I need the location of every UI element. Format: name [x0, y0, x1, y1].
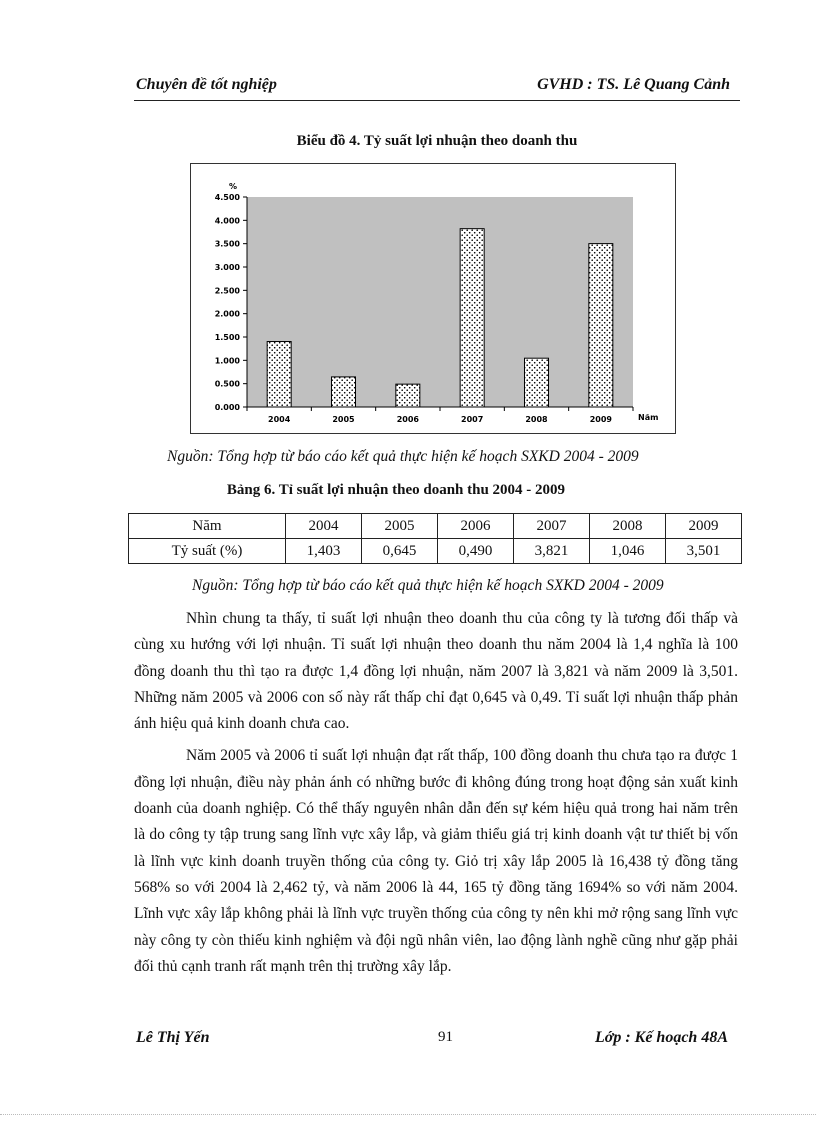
bar-2006 [396, 384, 420, 407]
chart-title: Biểu đồ 4. Tỷ suất lợi nhuận theo doanh thu [296, 133, 578, 149]
y-tick-label: 2.000 [214, 309, 240, 319]
chart-source: Nguồn: Tổng hợp từ báo cáo kết quả thực hiện kế hoạch SXKD 2004 - 2009 [167, 448, 639, 465]
table-cell: 2004 [286, 514, 362, 539]
header-left: Chuyên đề tốt nghiệp [136, 76, 277, 93]
table-cell: 3,821 [513, 539, 589, 564]
y-axis-label: % [228, 182, 238, 191]
table-cell: 3,501 [665, 539, 741, 564]
table-row [129, 514, 742, 539]
y-tick-label: 1.500 [214, 333, 240, 342]
footer-class: Lớp : Kế hoạch 48A [594, 1029, 728, 1046]
bar-2005 [332, 377, 356, 407]
table-cell: 2009 [665, 514, 741, 539]
bar-2008 [525, 358, 549, 407]
x-tick-label: 2004 [268, 415, 291, 424]
bar-2007 [460, 229, 484, 407]
table-cell: 2008 [589, 514, 665, 539]
paragraph: Nhìn chung ta thấy, tỉ suất lợi nhuận theo doanh thu của công ty là tương đối thấp và cùng xu hướng với lợi nhuận. Tỉ suất lợi nhuận theo doanh thu năm 2004 là 1,4 nghĩa là 100 đồng doanh thu thì tạo ra được 1,4 đồng lợi nhuận, năm 2007 là 3,821 và năm 2009 là 3,501. Những năm 2005 và 2006 con số này rất thấp chỉ đạt 0,645 và 0,49. Tỉ suất lợi nhuận thấp phản ánh hiệu quả kinh doanh chưa cao. [134, 610, 738, 733]
y-tick-label: 4.500 [214, 193, 240, 202]
x-tick-label: 2005 [332, 415, 355, 424]
y-tick-label: 4.000 [214, 216, 240, 226]
y-tick-label: 2.500 [214, 286, 240, 296]
x-tick-label: 2009 [589, 415, 612, 424]
paragraph: Năm 2005 và 2006 tỉ suất lợi nhuận đạt rất thấp, 100 đồng doanh thu chưa tạo ra được 1 đồng lợi nhuận, điều này phản ánh có những bước đi không đúng trong hoạt động sản xuất kinh doanh của doanh nghiệp. Có thể thấy nguyên nhân dẫn đến sự kém hiệu quả trong hai năm trên là do công ty tập trung sang lĩnh vực xây lắp, và giảm thiểu giá trị kinh doanh vật tư thiết bị vốn là lĩnh vực kinh doanh truyền thống của công ty. Giỏ trị xây lắp 2005 là 16,438 tỷ đồng tăng 568% so với 2004 là 2,462 tỷ, và năm 2006 là 44, 165 tỷ đồng tăng 1694% so với năm 2004. Lĩnh vực xây lắp không phải là lĩnh vực truyền thống của công ty nên khi mở rộng sang lĩnh vực này công ty còn thiếu kinh nghiệm và đội ngũ nhân viên, lao động lành nghề cũng như gặp phải đối thủ cạnh tranh rất mạnh trên thị trường xây lắp. [134, 747, 738, 975]
table-row-header: Năm [129, 514, 286, 539]
bar-chart [191, 164, 675, 433]
table-source: Nguồn: Tổng hợp từ báo cáo kết quả thực hiện kế hoạch SXKD 2004 - 2009 [192, 577, 664, 594]
x-tick-label: 2007 [461, 415, 484, 424]
table-row [129, 539, 742, 564]
header-right: GVHD : TS. Lê Quang Cảnh [537, 76, 730, 93]
footer-author: Lê Thị Yến [136, 1029, 210, 1046]
x-tick-label: 2006 [396, 415, 419, 424]
bar-2004 [267, 342, 291, 407]
chart-frame [190, 163, 676, 434]
table-cell: 0,490 [438, 539, 514, 564]
y-tick-label: 3.000 [214, 263, 240, 272]
table-cell: 0,645 [362, 539, 438, 564]
x-tick-label: 2008 [525, 415, 548, 424]
table-cell: 1,046 [589, 539, 665, 564]
page-number: 91 [438, 1029, 453, 1045]
y-tick-label: 3.500 [214, 239, 240, 249]
table-title: Bảng 6. Tỉ suất lợi nhuận theo doanh thu 2004 - 2009 [226, 482, 566, 498]
y-tick-label: 1.000 [214, 356, 240, 366]
bar-2009 [589, 244, 613, 407]
table-row-header: Tỷ suất (%) [129, 539, 286, 564]
body-text [134, 606, 738, 986]
table-cell: 2007 [513, 514, 589, 539]
page-edge-line [0, 1114, 816, 1115]
x-axis-label: Năm [638, 413, 659, 422]
table-cell: 1,403 [286, 539, 362, 564]
profit-ratio-table [128, 513, 742, 564]
table-cell: 2006 [438, 514, 514, 539]
page-header [134, 74, 740, 101]
y-tick-label: 0.500 [214, 379, 240, 389]
plot-area [247, 197, 633, 407]
y-tick-label: 0.000 [214, 403, 240, 412]
table-cell: 2005 [362, 514, 438, 539]
